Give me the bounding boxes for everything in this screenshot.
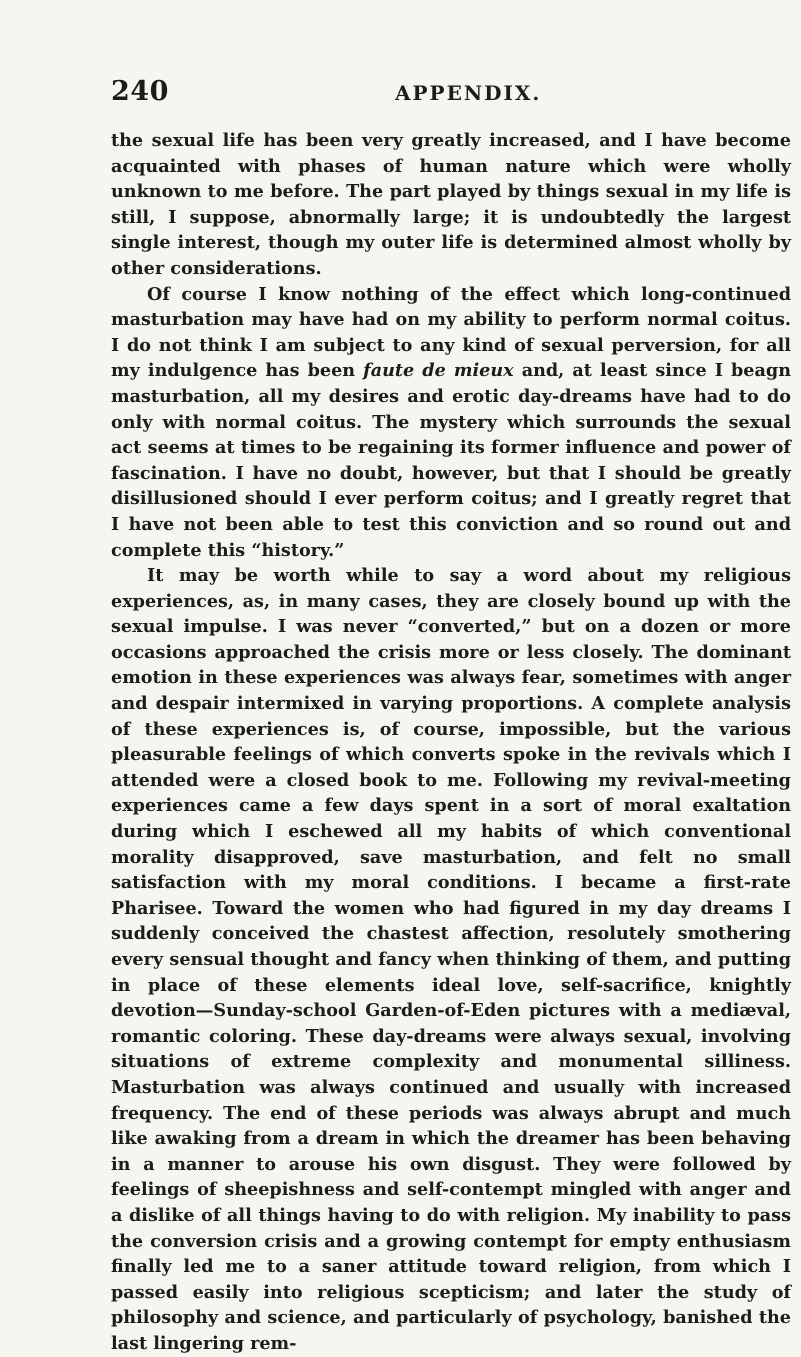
paragraph-2-part-2: and, at least since I beagn masturbation, all my desires and erotic day-dreams have had to do only with normal coitus. The mystery which surrounds the sexual act seems at times to be regaining its former influence and power of fascination. I have no doubt, however, but that I should be greatly disillusioned should I ever perform coitus; and I greatly regret that I have not been able to test this conviction and so round out and complete this “history.” xyxy=(111,360,791,561)
running-head: APPENDIX. xyxy=(395,81,542,105)
page-number: 240 xyxy=(111,76,169,107)
paragraph-2 xyxy=(111,282,791,564)
paragraph-3: It may be worth while to say a word about my religious experiences, as, in many cases, they are closely bound up with the sexual impulse. I was never “converted,” but on a dozen or more occasions approached the crisis more or less closely. The dominant emotion in these experiences was always fear, sometimes with anger and despair intermixed in varying proportions. A complete analysis of these experiences is, of course, impossible, but the various pleasurable feelings of which converts spoke in the revivals which I attended were a closed book to me. Following my revival-meeting experiences came a few days spent in a sort of moral exaltation during which I eschewed all my habits of which conventional morality disapproved, save masturbation, and felt no small satisfaction with my moral conditions. I became a first-rate Pharisee. Toward the women who had figured in my day dreams I suddenly conceived the chastest affection, resolutely smothering every sensual thought and fancy when thinking of them, and putting in place of these elements ideal love, self-sacrifice, knightly devotion—Sunday-school Garden-of-Eden pictures with a mediæval, romantic coloring. These day-dreams were always sexual, involving situations of extreme complexity and monumental silliness. Masturbation was always continued and usually with increased frequency. The end of these periods was always abrupt and much like awaking from a dream in which the dreamer has been behaving in a manner to arouse his own disgust. They were followed by feelings of sheepishness and self-contempt mingled with anger and a dislike of all things having to do with religion. My inability to pass the conversion crisis and a growing contempt for empty enthusiasm finally led me to a saner attitude toward religion, from which I passed easily into religious scepticism; and later the study of philosophy and science, and particularly of psychology, banished the last lingering rem- xyxy=(111,565,791,1354)
paragraph-1: the sexual life has been very greatly increased, and I have become acquainted with phases of human nature which were wholly unknown to me before. The part played by things sexual in my life is still, I suppose, abnormally large; it is undoubtedly the largest single interest, though my outer life is determined almost wholly by other considerations. xyxy=(111,130,791,279)
paragraph-2-part-1: Of course I know nothing of the effect which long-continued masturbation may have had on my ability to perform normal coitus. I do not think I am subject to any kind of sexual perversion, for all my indulgence has been xyxy=(111,283,791,382)
page-header xyxy=(111,76,791,116)
body-text xyxy=(111,128,791,1357)
italic-phrase: faute de mieux xyxy=(363,360,514,382)
